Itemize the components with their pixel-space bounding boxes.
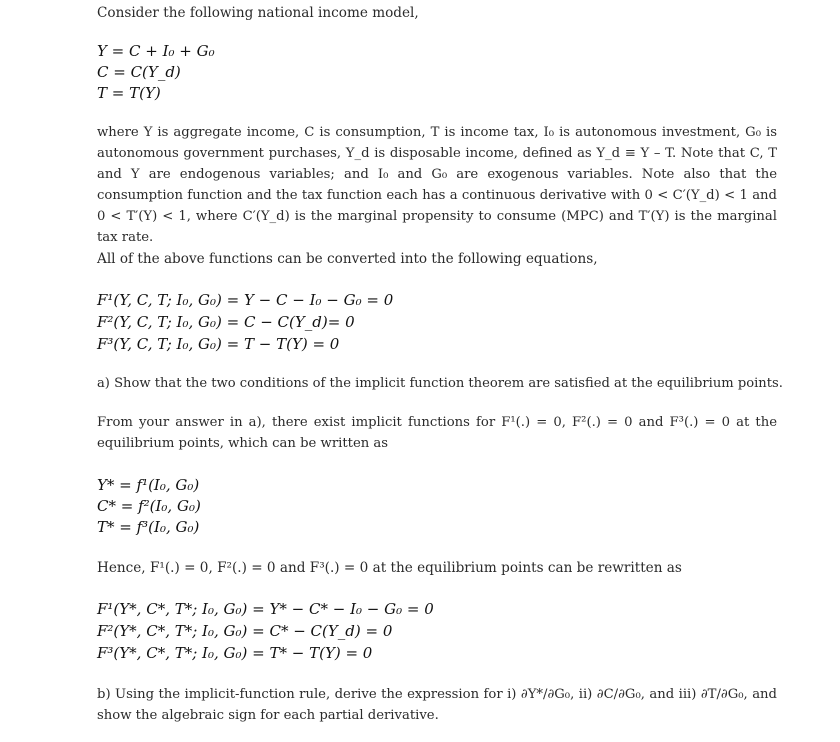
equation-tax-function: T = T(Y): [97, 84, 161, 102]
equation-income-identity: Y = C + I₀ + G₀: [97, 42, 215, 60]
implicit-equation-f3: F³(Y, C, T; I₀, G₀) = T − T(Y) = 0: [97, 335, 340, 353]
equilibrium-equation-f1: F¹(Y*, C*, T*; I₀, G₀) = Y* − C* − I₀ − G₀ = 0: [97, 600, 434, 618]
answer-a-paragraph: From your answer in a), there exist implicit functions for F¹(.) = 0, F²(.) = 0 and F³(.) = 0 at the equilibrium points, which can be written as: [97, 415, 777, 451]
equilibrium-equation-f3: F³(Y*, C*, T*; I₀, G₀) = T* − T(Y) = 0: [97, 644, 373, 662]
rewritten-sentence: Hence, F¹(.) = 0, F²(.) = 0 and F³(.) = 0 at the equilibrium points can be rewritten as: [97, 560, 682, 576]
implicit-equation-f1: F¹(Y, C, T; I₀, G₀) = Y − C − I₀ − G₀ = 0: [97, 291, 394, 309]
intro-sentence: Consider the following national income model,: [97, 5, 419, 21]
question-a: a) Show that the two conditions of the implicit function theorem are satisfied at the equilibrium points.: [97, 376, 783, 391]
conversion-sentence: All of the above functions can be converted into the following equations,: [97, 251, 598, 267]
equation-consumption-function: C = C(Y_d): [97, 63, 181, 81]
implicit-equation-f2: F²(Y, C, T; I₀, G₀) = C − C(Y_d)= 0: [97, 313, 355, 331]
solution-equation-t: T* = f³(I₀, G₀): [97, 518, 200, 536]
definitions-paragraph: where Y is aggregate income, C is consumption, T is income tax, I₀ is autonomous investment, G₀ is autonomous government purchases, Y_d is disposable income, defined as Y_d ≡ Y – T. Note that C, T and Y are endogenous variables; and I₀ and G₀ are exogenous variables. Note also that the consumption function and the tax function each has a continuous derivative with 0 < C′(Y_d) < 1 and 0 < T′(Y) < 1, where C′(Y_d) is the marginal propensity to consume (MPC) and T′(Y) is the marginal tax rate.: [97, 125, 777, 245]
equilibrium-equation-f2: F²(Y*, C*, T*; I₀, G₀) = C* − C(Y_d) = 0: [97, 622, 393, 640]
question-b: b) Using the implicit-function rule, derive the expression for i) ∂Y*/∂G₀, ii) ∂C/∂G₀, and iii) ∂T/∂G₀, and show the algebraic sign for each partial derivative.: [97, 687, 777, 723]
solution-equation-y: Y* = f¹(I₀, G₀): [97, 476, 200, 494]
solution-equation-c: C* = f²(I₀, G₀): [97, 497, 201, 515]
